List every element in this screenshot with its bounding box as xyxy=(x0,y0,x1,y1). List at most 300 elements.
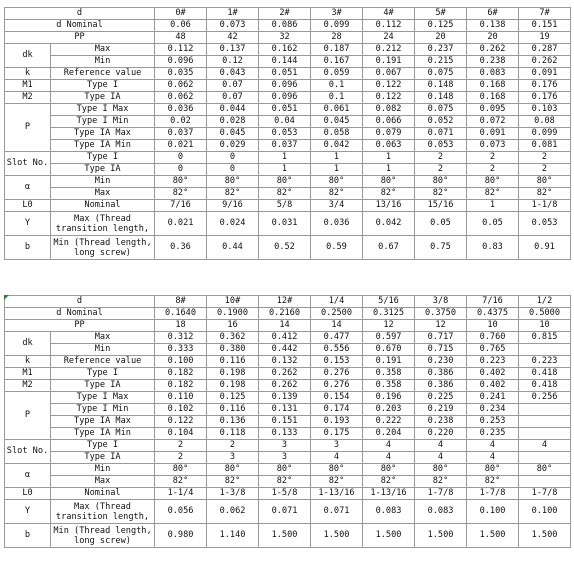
table-cell: 1-1/4 xyxy=(155,488,207,500)
row-label: Min (Thread length, long screw) xyxy=(51,524,155,548)
table-cell: 0.073 xyxy=(467,140,519,152)
table-cell: 0.083 xyxy=(467,68,519,80)
table-cell: 80° xyxy=(259,176,311,188)
table-cell: 80° xyxy=(259,464,311,476)
table-row xyxy=(5,56,571,68)
table-cell: 0.176 xyxy=(519,92,571,104)
table-cell: 0.765 xyxy=(467,344,519,356)
table-cell: 0.276 xyxy=(311,380,363,392)
table-row xyxy=(5,80,571,92)
row-label: Type IA xyxy=(51,92,155,104)
table-cell: 0.132 xyxy=(259,356,311,368)
table-row xyxy=(5,440,571,452)
table-cell: 0.52 xyxy=(259,236,311,260)
size-header: 1/2 xyxy=(519,296,571,308)
table-cell: 15/16 xyxy=(415,200,467,212)
table-cell: 0.1640 xyxy=(155,308,207,320)
table-cell xyxy=(519,452,571,464)
table-cell: 0.362 xyxy=(207,332,259,344)
group-label: k xyxy=(5,356,51,368)
table-cell: 0.043 xyxy=(207,68,259,80)
table-cell: 0.071 xyxy=(415,128,467,140)
table-cell: 10 xyxy=(467,320,519,332)
row-label: Type I Min xyxy=(51,116,155,128)
table-cell: 0.086 xyxy=(259,20,311,32)
table-cell: 0.02 xyxy=(155,116,207,128)
size-header: 10# xyxy=(207,296,259,308)
table-cell: 0.139 xyxy=(259,392,311,404)
row-label: Max (Thread transition length, xyxy=(51,212,155,236)
table-cell: 2 xyxy=(519,164,571,176)
table-cell: 1-7/8 xyxy=(415,488,467,500)
table-cell: 0.05 xyxy=(467,212,519,236)
header-label: d xyxy=(5,296,155,308)
table-cell: 0.442 xyxy=(259,344,311,356)
table-cell: 0.225 xyxy=(415,392,467,404)
table-cell: 9/16 xyxy=(207,200,259,212)
table-cell: 0.05 xyxy=(415,212,467,236)
row-label: Max xyxy=(51,188,155,200)
group-label: α xyxy=(5,176,51,200)
table-cell: 0.3750 xyxy=(415,308,467,320)
table-cell: 0.1900 xyxy=(207,308,259,320)
table-cell: 80° xyxy=(467,176,519,188)
table-cell: 2 xyxy=(467,164,519,176)
table-cell: 0.215 xyxy=(415,56,467,68)
table-cell: 82° xyxy=(415,476,467,488)
table-cell: 0.670 xyxy=(363,344,415,356)
table-cell: 0.116 xyxy=(207,356,259,368)
table-cell: 0.262 xyxy=(519,56,571,68)
row-label: Min xyxy=(51,344,155,356)
table-row xyxy=(5,524,571,548)
table-cell: 0.238 xyxy=(467,56,519,68)
row-label: PP xyxy=(5,320,155,332)
table-cell: 0.133 xyxy=(259,428,311,440)
table-cell: 0.091 xyxy=(467,128,519,140)
table-cell: 0.071 xyxy=(311,500,363,524)
table-cell: 3 xyxy=(311,440,363,452)
table-cell: 82° xyxy=(467,188,519,200)
table-cell: 0.715 xyxy=(415,344,467,356)
table-cell: 0.182 xyxy=(155,368,207,380)
header-label: d xyxy=(5,8,155,20)
table-cell: 82° xyxy=(363,476,415,488)
table-row xyxy=(5,404,571,416)
table-cell: 0.980 xyxy=(155,524,207,548)
table-cell: 0.053 xyxy=(519,212,571,236)
table-cell: 0.67 xyxy=(363,236,415,260)
row-label: Type I xyxy=(51,368,155,380)
table-cell: 0.063 xyxy=(363,140,415,152)
table-cell: 0.036 xyxy=(155,104,207,116)
table-cell: 82° xyxy=(207,476,259,488)
table-cell: 4 xyxy=(467,452,519,464)
table-cell: 0.112 xyxy=(363,20,415,32)
size-header: 5/16 xyxy=(363,296,415,308)
table-row xyxy=(5,392,571,404)
table-cell: 0.100 xyxy=(519,500,571,524)
table-cell: 1.140 xyxy=(207,524,259,548)
table-cell: 80° xyxy=(207,176,259,188)
table-cell: 0.062 xyxy=(155,92,207,104)
table-cell: 80° xyxy=(519,464,571,476)
table-cell: 1-7/8 xyxy=(519,488,571,500)
size-header: 3/8 xyxy=(415,296,467,308)
row-label: Max (Thread transition length, xyxy=(51,500,155,524)
table-cell: 3 xyxy=(207,452,259,464)
row-label: Type I xyxy=(51,440,155,452)
table-cell: 82° xyxy=(415,188,467,200)
table-cell: 0.122 xyxy=(155,416,207,428)
table-cell: 0.241 xyxy=(467,392,519,404)
table-cell: 0.402 xyxy=(467,368,519,380)
table-cell: 0.154 xyxy=(311,392,363,404)
row-label: Type I Max xyxy=(51,104,155,116)
table-cell: 0.402 xyxy=(467,380,519,392)
size-header: 0# xyxy=(155,8,207,20)
table-cell: 0.091 xyxy=(519,68,571,80)
table-cell: 0.103 xyxy=(519,104,571,116)
table-cell: 0.131 xyxy=(259,404,311,416)
table-cell: 82° xyxy=(519,188,571,200)
header-row xyxy=(5,296,571,308)
table-cell: 48 xyxy=(155,32,207,44)
size-header: 12# xyxy=(259,296,311,308)
table-row xyxy=(5,104,571,116)
row-label: Type I xyxy=(51,152,155,164)
table-cell: 0.056 xyxy=(155,500,207,524)
group-label: L0 xyxy=(5,200,51,212)
group-label: Slot No. xyxy=(5,440,51,464)
table-cell: 0.083 xyxy=(415,500,467,524)
table-cell: 7/16 xyxy=(155,200,207,212)
table-cell: 0.096 xyxy=(259,92,311,104)
group-label: α xyxy=(5,464,51,488)
row-label: Type I xyxy=(51,80,155,92)
table-cell: 0.198 xyxy=(207,368,259,380)
table-cell: 0.597 xyxy=(363,332,415,344)
table-cell: 0.380 xyxy=(207,344,259,356)
table-cell: 1 xyxy=(467,200,519,212)
row-label: Type I Max xyxy=(51,392,155,404)
row-label: d Nominal xyxy=(5,308,155,320)
table-cell: 0.262 xyxy=(259,380,311,392)
row-label: Max xyxy=(51,44,155,56)
table-cell: 14 xyxy=(259,320,311,332)
table-cell: 1-3/8 xyxy=(207,488,259,500)
table-cell: 1 xyxy=(311,152,363,164)
table-cell: 0.358 xyxy=(363,380,415,392)
table-cell: 0.151 xyxy=(519,20,571,32)
table-row xyxy=(5,488,571,500)
table-cell: 0.104 xyxy=(155,428,207,440)
row-label: Min xyxy=(51,56,155,68)
table-cell: 2 xyxy=(415,164,467,176)
row-label: PP xyxy=(5,32,155,44)
table-cell: 0.051 xyxy=(259,104,311,116)
group-label: L0 xyxy=(5,488,51,500)
table-cell: 0.099 xyxy=(519,128,571,140)
table-cell: 0 xyxy=(207,164,259,176)
row-label: Nominal xyxy=(51,488,155,500)
table-cell: 0.095 xyxy=(467,104,519,116)
table-cell: 0.193 xyxy=(311,416,363,428)
table-cell: 0.035 xyxy=(155,68,207,80)
table-cell: 0.148 xyxy=(415,80,467,92)
table-row xyxy=(5,452,571,464)
table-cell: 0.75 xyxy=(415,236,467,260)
table-cell: 2 xyxy=(467,152,519,164)
table-cell: 0.071 xyxy=(259,500,311,524)
table-cell: 0.2500 xyxy=(311,308,363,320)
table-cell: 1.500 xyxy=(519,524,571,548)
table-cell: 0.051 xyxy=(259,68,311,80)
table-cell: 80° xyxy=(155,464,207,476)
table-cell: 12 xyxy=(415,320,467,332)
table-cell: 0.099 xyxy=(311,20,363,32)
table-cell: 0.386 xyxy=(415,368,467,380)
table-cell: 0.053 xyxy=(259,128,311,140)
table-cell: 0.073 xyxy=(207,20,259,32)
group-label: M1 xyxy=(5,80,51,92)
row-label: Min (Thread length, long screw) xyxy=(51,236,155,260)
table-cell: 0.144 xyxy=(259,56,311,68)
table-cell: 80° xyxy=(311,176,363,188)
table-cell: 3 xyxy=(259,440,311,452)
table-cell: 0.151 xyxy=(259,416,311,428)
table-cell: 80° xyxy=(207,464,259,476)
table-cell: 16 xyxy=(207,320,259,332)
table-cell: 0.137 xyxy=(207,44,259,56)
row-label: d Nominal xyxy=(5,20,155,32)
table-cell: 80° xyxy=(363,176,415,188)
table-cell: 4 xyxy=(311,452,363,464)
row-label: Reference value xyxy=(51,356,155,368)
table-cell: 0.203 xyxy=(363,404,415,416)
row-label: Type IA xyxy=(51,452,155,464)
table-cell: 4 xyxy=(363,440,415,452)
table-cell: 0.04 xyxy=(259,116,311,128)
row-label: Max xyxy=(51,476,155,488)
table-cell: 1.500 xyxy=(415,524,467,548)
table-cell: 0.262 xyxy=(259,368,311,380)
table-cell: 4 xyxy=(415,440,467,452)
table-cell: 0.83 xyxy=(467,236,519,260)
group-label: dk xyxy=(5,332,51,356)
table-row xyxy=(5,332,571,344)
table-cell: 0.168 xyxy=(467,92,519,104)
group-label: b xyxy=(5,524,51,548)
table-cell: 1.500 xyxy=(467,524,519,548)
table-cell: 80° xyxy=(363,464,415,476)
table-row xyxy=(5,428,571,440)
size-header: 5# xyxy=(415,8,467,20)
table-cell: 24 xyxy=(363,32,415,44)
size-header: 4# xyxy=(363,8,415,20)
table-cell: 0.91 xyxy=(519,236,571,260)
table-cell: 1-7/8 xyxy=(467,488,519,500)
table-cell: 0.061 xyxy=(311,104,363,116)
table-cell: 0.08 xyxy=(519,116,571,128)
table-row xyxy=(5,44,571,56)
table-cell: 3 xyxy=(259,452,311,464)
table-cell: 4 xyxy=(467,440,519,452)
row-label: Type IA xyxy=(51,164,155,176)
table-cell: 0.412 xyxy=(259,332,311,344)
table-cell: 1-1/8 xyxy=(519,200,571,212)
spec-table-2 xyxy=(4,295,571,548)
table-cell: 1.500 xyxy=(311,524,363,548)
table-cell xyxy=(519,476,571,488)
table-cell: 0.2160 xyxy=(259,308,311,320)
table-cell: 4 xyxy=(415,452,467,464)
table-cell: 2 xyxy=(415,152,467,164)
row-label: Type IA Min xyxy=(51,140,155,152)
table-cell: 82° xyxy=(259,188,311,200)
table-cell: 1 xyxy=(259,164,311,176)
table-cell: 42 xyxy=(207,32,259,44)
table-cell: 0.118 xyxy=(207,428,259,440)
table-cell: 0.59 xyxy=(311,236,363,260)
table-cell: 0.059 xyxy=(311,68,363,80)
table-row xyxy=(5,380,571,392)
table-cell: 0.237 xyxy=(415,44,467,56)
table-cell: 5/8 xyxy=(259,200,311,212)
table-cell: 82° xyxy=(311,476,363,488)
table-cell: 0.358 xyxy=(363,368,415,380)
table-cell: 20 xyxy=(467,32,519,44)
table-cell: 2 xyxy=(519,152,571,164)
table-cell: 0.096 xyxy=(155,56,207,68)
row-label: Type IA Max xyxy=(51,416,155,428)
row-label: Min xyxy=(51,176,155,188)
size-header: 1/4 xyxy=(311,296,363,308)
table-cell: 0.418 xyxy=(519,380,571,392)
table-row xyxy=(5,236,571,260)
group-label: M2 xyxy=(5,380,51,392)
table-cell: 0.276 xyxy=(311,368,363,380)
table-cell: 0.1 xyxy=(311,80,363,92)
table-cell: 2 xyxy=(155,440,207,452)
table-cell: 0.100 xyxy=(155,356,207,368)
table-row xyxy=(5,476,571,488)
group-label: M2 xyxy=(5,92,51,104)
table-row xyxy=(5,140,571,152)
table-cell: 0.024 xyxy=(207,212,259,236)
table-cell: 0.174 xyxy=(311,404,363,416)
table-cell: 0.042 xyxy=(311,140,363,152)
row-label: Type I Min xyxy=(51,404,155,416)
table-cell: 13/16 xyxy=(363,200,415,212)
group-label: Slot No. xyxy=(5,152,51,176)
table-cell: 82° xyxy=(363,188,415,200)
table-cell: 0.053 xyxy=(415,140,467,152)
table-row xyxy=(5,32,571,44)
table-cell: 0.220 xyxy=(415,428,467,440)
table-cell: 0.235 xyxy=(467,428,519,440)
row-label: Type IA Min xyxy=(51,428,155,440)
table-cell: 1-5/8 xyxy=(259,488,311,500)
table-cell: 18 xyxy=(155,320,207,332)
table-cell: 1 xyxy=(259,152,311,164)
row-label: Reference value xyxy=(51,68,155,80)
table-cell: 0.029 xyxy=(207,140,259,152)
table-cell: 80° xyxy=(155,176,207,188)
table-cell: 0.262 xyxy=(467,44,519,56)
table-row xyxy=(5,200,571,212)
table-cell: 0.3125 xyxy=(363,308,415,320)
table-cell: 0.096 xyxy=(259,80,311,92)
group-label: P xyxy=(5,392,51,440)
group-label: b xyxy=(5,236,51,260)
table-row xyxy=(5,68,571,80)
table-cell: 10 xyxy=(519,320,571,332)
table-cell: 0.204 xyxy=(363,428,415,440)
table-cell: 1.500 xyxy=(363,524,415,548)
table-cell: 0.037 xyxy=(259,140,311,152)
table-cell: 4 xyxy=(519,440,571,452)
table-cell: 0.021 xyxy=(155,212,207,236)
table-cell: 0.125 xyxy=(207,392,259,404)
size-header: 6# xyxy=(467,8,519,20)
table-cell: 1 xyxy=(363,152,415,164)
table-cell: 0.182 xyxy=(155,380,207,392)
table-cell: 0.212 xyxy=(363,44,415,56)
table-cell: 0.234 xyxy=(467,404,519,416)
table-row xyxy=(5,320,571,332)
table-cell: 0.4375 xyxy=(467,308,519,320)
table-cell: 82° xyxy=(207,188,259,200)
table-cell xyxy=(519,428,571,440)
table-cell: 2 xyxy=(155,452,207,464)
table-cell: 0.045 xyxy=(311,116,363,128)
table-cell: 1.500 xyxy=(259,524,311,548)
table-row xyxy=(5,152,571,164)
row-label: Nominal xyxy=(51,200,155,212)
table-cell: 80° xyxy=(467,464,519,476)
table-cell: 0.075 xyxy=(415,104,467,116)
table-cell: 0.110 xyxy=(155,392,207,404)
table-cell: 0.062 xyxy=(207,500,259,524)
table-cell: 0.052 xyxy=(415,116,467,128)
table-cell: 0.223 xyxy=(519,356,571,368)
table-cell: 0.312 xyxy=(155,332,207,344)
size-header: 2# xyxy=(259,8,311,20)
table-cell: 0.067 xyxy=(363,68,415,80)
table-row xyxy=(5,308,571,320)
table-cell: 0.556 xyxy=(311,344,363,356)
row-label: Max xyxy=(51,332,155,344)
table-cell: 0 xyxy=(207,152,259,164)
table-cell: 0.062 xyxy=(155,80,207,92)
group-label: k xyxy=(5,68,51,80)
table-cell: 0.191 xyxy=(363,56,415,68)
size-header: 7# xyxy=(519,8,571,20)
table-cell xyxy=(519,416,571,428)
table-row xyxy=(5,356,571,368)
table-cell: 82° xyxy=(155,476,207,488)
size-header: 8# xyxy=(155,296,207,308)
table-cell: 0.081 xyxy=(519,140,571,152)
table-cell: 4 xyxy=(363,452,415,464)
table-cell: 1 xyxy=(311,164,363,176)
table-cell: 0 xyxy=(155,164,207,176)
table-cell: 14 xyxy=(311,320,363,332)
table-cell: 0.112 xyxy=(155,44,207,56)
table-cell: 0.253 xyxy=(467,416,519,428)
table-cell: 0.138 xyxy=(467,20,519,32)
